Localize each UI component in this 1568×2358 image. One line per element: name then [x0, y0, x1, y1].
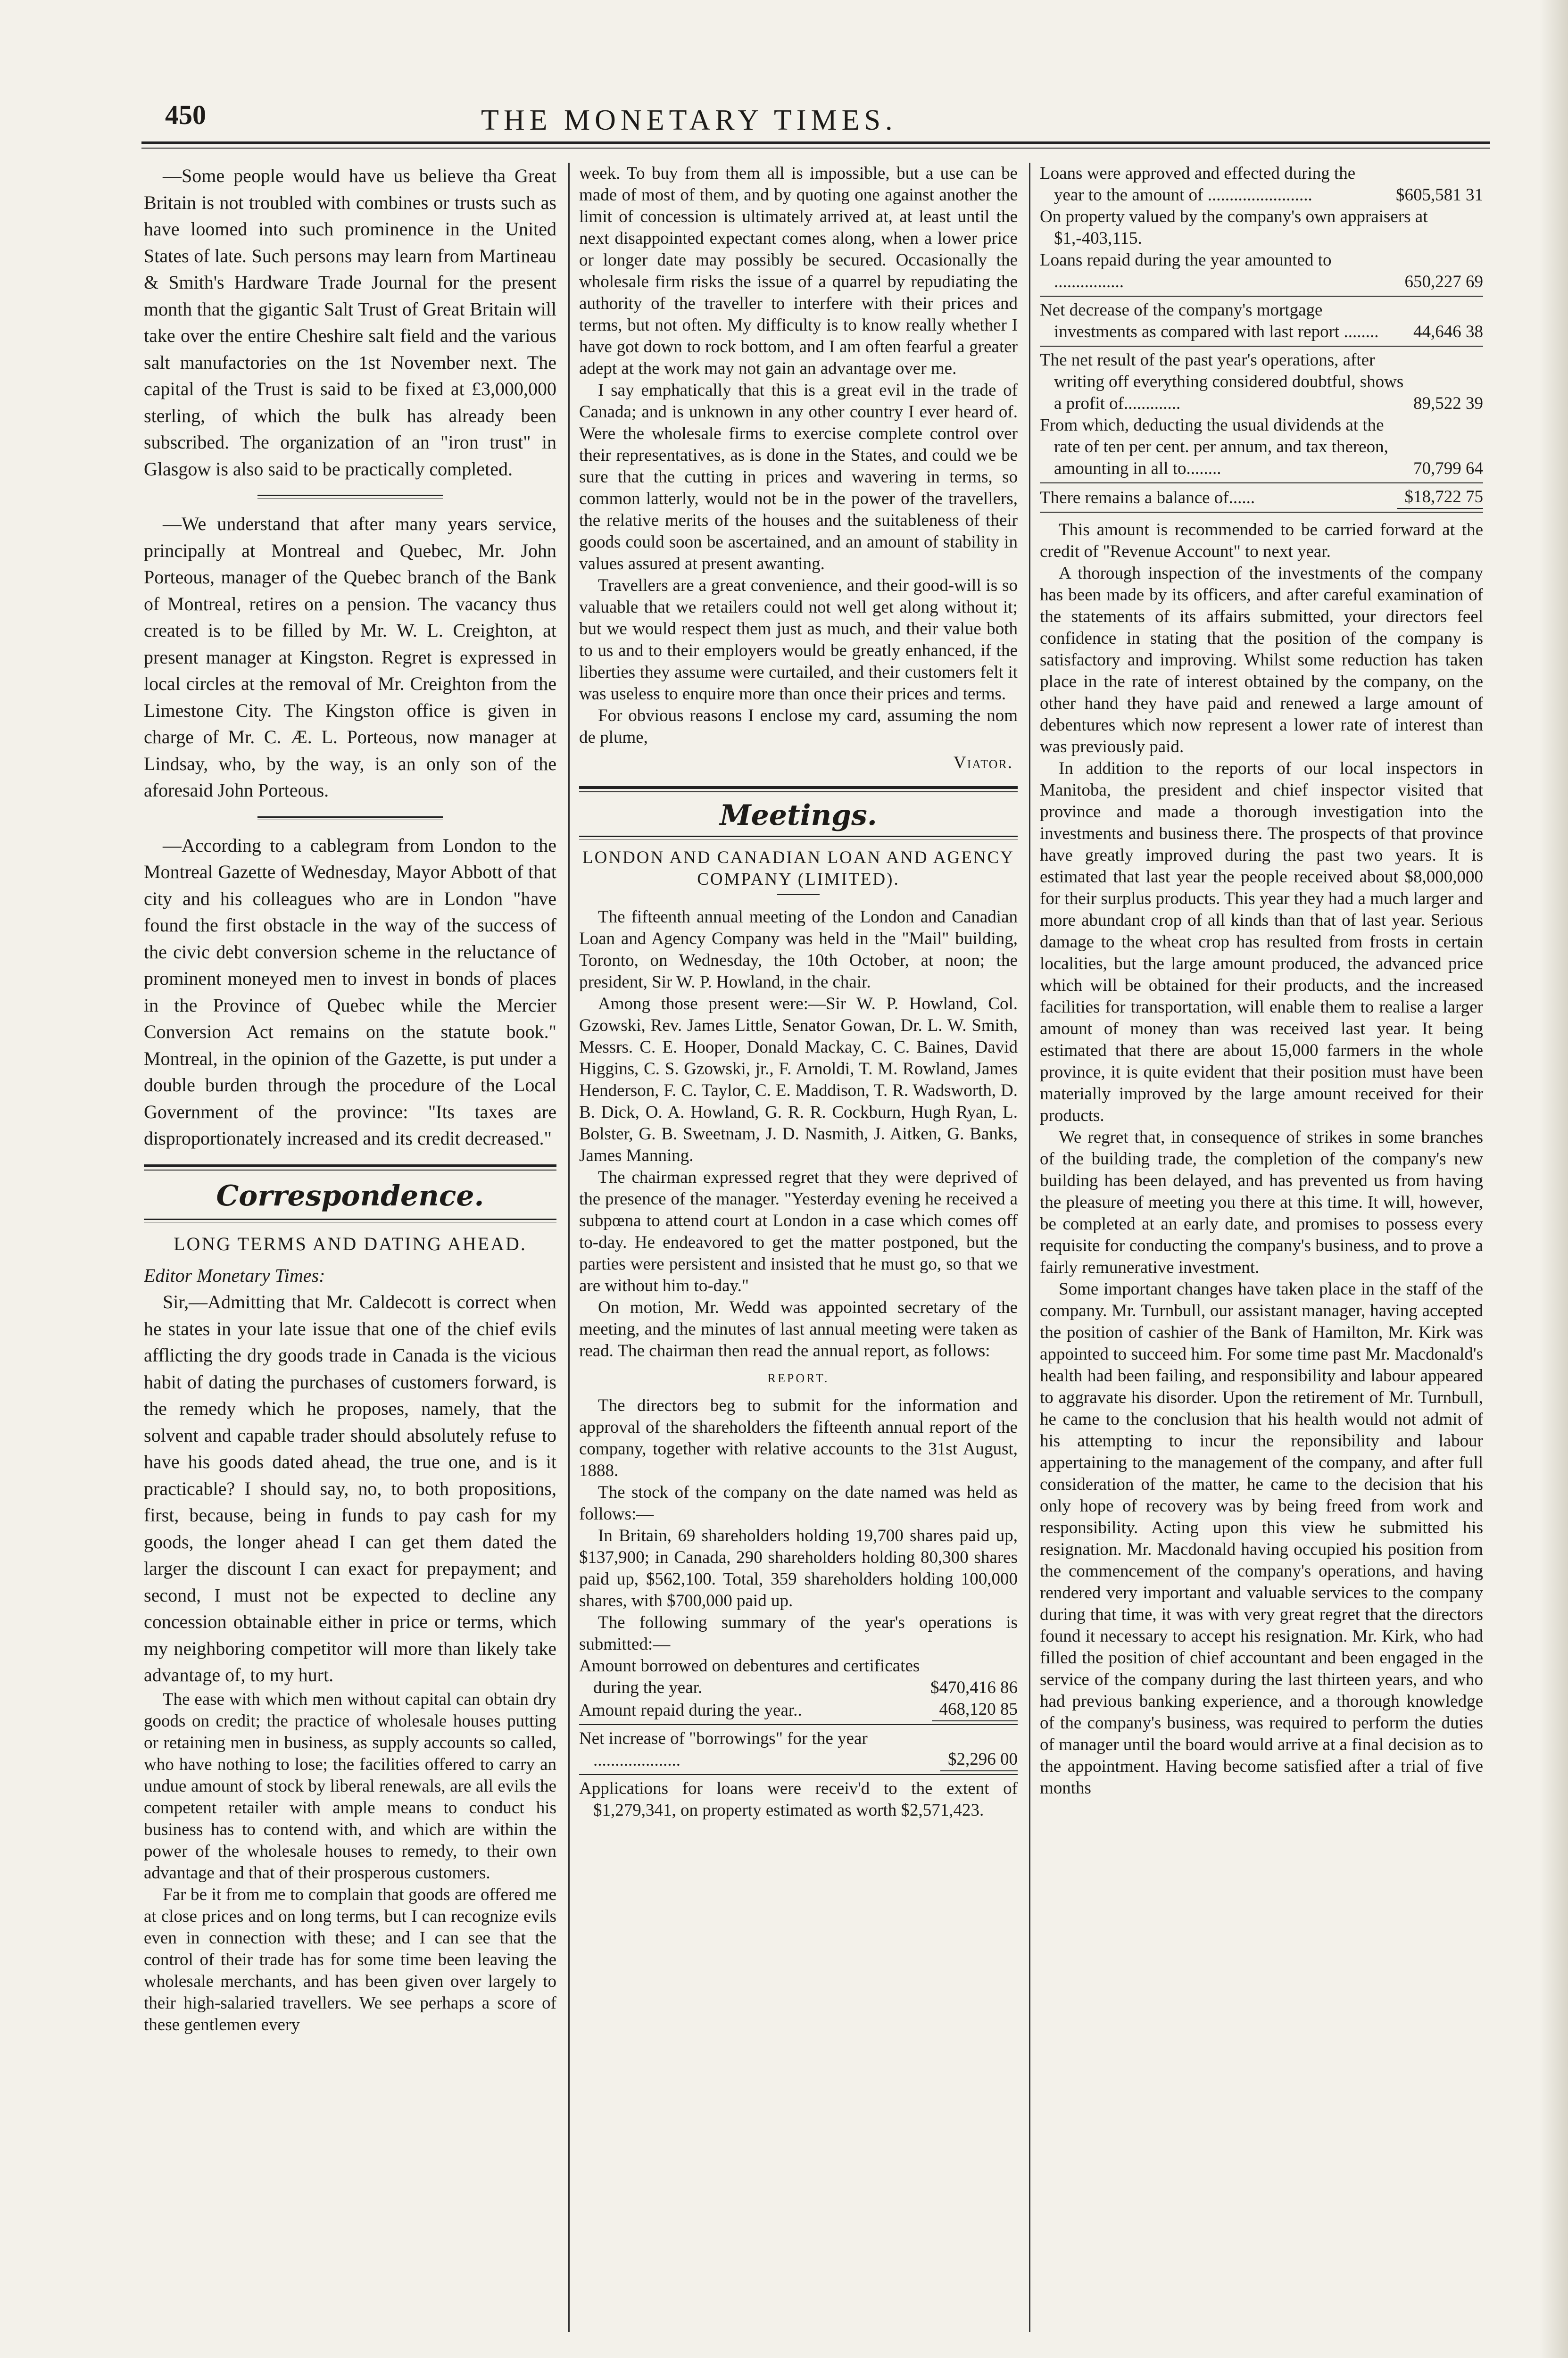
section-heading-meetings: Meetings.	[720, 799, 877, 832]
column-3	[1040, 163, 1483, 2332]
letter-salutation: Editor Monetary Times:	[144, 1264, 325, 1286]
page-header	[141, 99, 1509, 141]
header-rule	[141, 141, 1490, 149]
account-rule	[1040, 512, 1483, 513]
account-rule	[579, 1724, 1018, 1725]
account-amount: 44,646 38	[1413, 322, 1483, 341]
account-amount: 468,120 85	[932, 1699, 1018, 1721]
account-row	[579, 1728, 1018, 1771]
letter-paragraph: Travellers are a great convenience, and their good-will is so valuable that we retailers could not well get along without it; but we would respect them just as much, and their value both to us and to their employers would be greatly enhanced, if the liberties they assume were curtailed, and their customers felt it was useless to enquire more than once their prices and terms.	[579, 576, 1018, 704]
section-separator	[579, 836, 1018, 839]
meeting-paragraph: On motion, Mr. Wedd was appointed secretary of the meeting, and the minutes of last annual meeting were taken as read. The chairman then read the annual report, as follows:	[579, 1298, 1018, 1361]
account-amount: $470,416 86	[930, 1678, 1018, 1697]
report-paragraph: This amount is recommended to be carried forward at the credit of "Revenue Account" to next year.	[1040, 520, 1483, 561]
column-divider	[1029, 163, 1030, 2332]
account-row	[1040, 349, 1483, 415]
meeting-paragraph: Among those present were:—Sir W. P. Howland, Col. Gzowski, Rev. James Little, Senator Gowan, Dr. L. W. Smith, Messrs. C. E. Hooper, Donald Mackay, C. C. Baines, David Higgins, C. S. Gzowski, jr., F. Arnoldi, T. M. Rowland, James Henderson, F. C. Taylor, C. E. Maddison, T. R. Wadsworth, D. B. Dick, O. A. Howland, G. R. R. Cockburn, Hugh Ryan, L. Bolster, G. B. Sweetnam, J. D. Nasmith, J. Aitken, G. Banks, James Manning.	[579, 994, 1018, 1165]
article-civic-debt: —According to a cablegram from London to the Montreal Gazette of Wednesday, Mayor Abbott of that city and his colleagues who are in London "have found the first obstacle in the way of the success of the civic debt conversion scheme in the reluctance of prominent moneyed men to invest in bonds of places in the Province of Quebec while the Mercier Conversion Act remains on the statute book." Montreal, in the opinion of the Gazette, is put under a double burden through the procedure of the Local Government of the province: "Its taxes are disproportionately increased and its credit decreased."	[144, 834, 556, 1149]
report-paragraph: A thorough inspection of the investments of the company has been made by its officers, and after careful examination of the statements of its affairs submitted, your directors feel confidence in stating that the position of the company is satisfactory and improving. Whilst some reduction has taken place in the rate of interest obtained by the company, on the other hand they have paid and renewed a large amount of debentures which now represent a lower rate of interest than was previously paid.	[1040, 564, 1483, 756]
letter-paragraph: I say emphatically that this is a great evil in the trade of Canada; and is unknown in any other country I ever heard of. Were the wholesale firms to exercise complete control over their representatives, as is done in the States, and could we be sure that the cutting in prices and wavering in terms, so common latterly, would not be in the power of the travellers, the relative merits of the houses and the suitableness of their goods could soon be ascertained, and an amount of stability in values assured at present awanting.	[579, 381, 1018, 573]
account-label: Net decrease of the company's mortgage investments as compared with last report ........	[1040, 300, 1379, 341]
letter-paragraph: week. To buy from them all is impossible, but a use can be made of most of them, and by quoting one against another the limit of concession is ultimately arrived at, at least until the next disappointed expectant comes along, when a lower price or longer date may possibly be secured. Occasionally the wholesale firm risks the issue of a quarrel by repudiating the authority of the traveller to interfere with their prices and terms, but not often. My difficulty is to know really whether I have got down to rock bottom, and I am often fearful a greater adept at the work may not gain an advantage over me.	[579, 164, 1018, 378]
account-label: Loans were approved and effected during the year to the amount of ........................	[1040, 164, 1356, 205]
letter-paragraph: Sir,—Admitting that Mr. Caldecott is correct when he states in your late issue that one of the chief evils afflicting the dry goods trade in Canada is the vicious habit of dating the purchases of customers forward, is the remedy which he proposes, namely, that the solvent and capable trader should absolutely refuse to have his goods dated ahead, the true one, and is it practicable? I should say, no, to both propositions, first, because, being in funds to pay cash for my goods, the longer ahead I can get them dated the larger the discount I can exact for prepayment; and second, I must not be expected to decline any concession obtainable either in price or terms, which my neighboring competitor will more than likely take advantage of, to my hurt.	[144, 1291, 556, 1685]
report-paragraph: The directors beg to submit for the information and approval of the shareholders the fifteenth annual report of the company, together with relative accounts to the 31st August, 1888.	[579, 1396, 1018, 1480]
account-row	[1040, 299, 1483, 343]
column-1	[144, 163, 556, 2332]
account-row	[1040, 163, 1483, 206]
article-separator	[257, 816, 443, 820]
account-amount: 70,799 64	[1413, 459, 1483, 478]
account-label: Amount repaid during the year..	[579, 1701, 802, 1720]
article-separator	[257, 495, 443, 498]
report-paragraph: The stock of the company on the date named was held as follows:—	[579, 1483, 1018, 1524]
account-row	[579, 1655, 1018, 1699]
letter-paragraph: The ease with which men without capital can obtain dry goods on credit; the practice of wholesale houses putting or retaining men in business, as supply accounts so called, who have nothing to lose; the facilities offered to carry an undue amount of stock by liberal renewals, are all evils the competent retailer with ample means to conduct his business has to contend with, and which are within the power of the wholesale houses to remedy, to their own advantage and that of their prosperous customers.	[144, 1689, 556, 1883]
letter-paragraph: Far be it from me to complain that goods are offered me at close prices and on long terms, but I can recognize evils even in connection with these; and I can see that the control of their trade has for some time been leaving the wholesale merchants, and has been given over largely to their high-salaried travellers. We see perhaps a score of these gentlemen every	[144, 1885, 556, 2034]
account-amount: $2,296 00	[940, 1749, 1018, 1771]
report-paragraph: In addition to the reports of our local inspectors in Manitoba, the president and chief inspector visited that province and made a thorough investigation into the investments and business there. The prospects of that province have greatly improved during the past two years. It is estimated that last year the people received about $8,000,000 for their surplus products. This year they had a much larger and more abundant crop of all kinds than that of last year. Serious damage to the wheat crop has resulted from frosts in certain localities, but the large amount produced, the advanced price which will be obtained for their products, and the increased facilities for transportation, will enable them to realise a larger amount of money than was received last year. It being estimated that there are about 15,000 farmers in the whole province, it is quite evident that their position must have been materially improved by the large amount received for their products.	[1040, 759, 1483, 1125]
page-number: 450	[165, 100, 206, 130]
report-paragraph: The following summary of the year's operations is submitted:—	[579, 1613, 1018, 1654]
account-row	[579, 1699, 1018, 1721]
column-divider	[568, 163, 570, 2332]
title-rule	[777, 894, 820, 895]
account-label: Loans repaid during the year amounted to ................	[1040, 250, 1332, 291]
account-label: On property valued by the company's own appraisers at $1,-403,115.	[1040, 207, 1428, 248]
account-label: The net result of the past year's operations, after writing off everything considered doubtful, shows a profit of.............	[1040, 350, 1404, 413]
account-amount: $18,722 75	[1397, 486, 1484, 509]
page-edge-shadow	[1540, 0, 1568, 2358]
section-heading-correspondence: Correspondence.	[216, 1179, 484, 1212]
report-paragraph: Applications for loans were receiv'd to the extent of $1,279,341, on property estimated as worth $2,571,423.	[579, 1779, 1018, 1820]
article-porteous: —We understand that after many years service, principally at Montreal and Quebec, Mr. John Porteous, manager of the Quebec branch of the Bank of Montreal, retires on a pension. The vacancy thus created is to be filled by Mr. W. L. Creighton, at present manager at Kingston. Regret is expressed in local circles at the removal of Mr. Creighton from the Limestone City. The Kingston office is given in charge of Mr. C. Æ. L. Porteous, now manager at Lindsay, who, by the way, is an only son of the aforesaid John Porteous.	[144, 513, 556, 801]
meeting-paragraph: The fifteenth annual meeting of the London and Canadian Loan and Agency Company was held in the "Mail" building, Toronto, on Wednesday, the 10th October, at noon; the president, Sir W. P. Howland, in the chair.	[579, 907, 1018, 992]
account-row	[1040, 486, 1483, 509]
report-paragraph: We regret that, in consequence of strikes in some branches of the building trade, the completion of the company's new building has been delayed, and has prevented us from having the pleasure of meeting you there at this time. It will, however, be completed at an early date, and promises to possess every requisite for conducting the company's business, and to prove a fairly remunerative investment.	[1040, 1128, 1483, 1277]
account-row	[1040, 415, 1483, 480]
account-label: From which, deducting the usual dividends at the rate of ten per cent. per annum, and tax thereon, amounting in all to........	[1040, 415, 1388, 478]
account-label: There remains a balance of......	[1040, 488, 1255, 507]
meeting-paragraph: The chairman expressed regret that they were deprived of the presence of the manager. "Yesterday evening he received a subpœna to attend court at London in a case which comes off to-day. He endeavored to get the matter postponed, but the parties were persistent and insisted that he must go, so that we are without him to-day."	[579, 1168, 1018, 1295]
account-amount: $605,581 31	[1396, 185, 1483, 205]
section-separator	[579, 786, 1018, 792]
account-row	[1040, 206, 1483, 249]
section-separator	[144, 1164, 556, 1171]
account-rule	[1040, 346, 1483, 347]
article-salt-trust: —Some people would have us believe tha Great Britain is not troubled with combines or trusts such as have loomed into such prominence in the United States of late. Such persons may learn from Martineau & Smith's Hardware Trade Journal for the present month that the gigantic Salt Trust of Great Britain will take over the entire Cheshire salt field and the various salt manufactories on the 1st November next. The capital of the Trust is said to be fixed at £3,000,000 sterling, of which the bulk has already been subscribed. The organization of an "iron trust" in Glasgow is also said to be practically completed.	[144, 165, 556, 480]
account-row	[1040, 249, 1483, 293]
letter-title: LONG TERMS AND DATING AHEAD.	[174, 1233, 527, 1254]
newspaper-title: THE MONETARY TIMES.	[481, 104, 897, 136]
letter-paragraph: For obvious reasons I enclose my card, assuming the nom de plume,	[579, 706, 1018, 747]
account-amount: 650,227 69	[1404, 272, 1483, 291]
column-2	[579, 163, 1018, 2332]
report-paragraph: In Britain, 69 shareholders holding 19,700 shares paid up, $137,900; in Canada, 290 shareholders holding 80,300 shares paid up, $562,100. Total, 359 shareholders holding 100,000 shares, with $700,000 paid up.	[579, 1526, 1018, 1611]
letter-signature: Viator.	[953, 753, 1013, 772]
account-amount: 89,522 39	[1413, 394, 1483, 413]
account-rule	[579, 1774, 1018, 1775]
meeting-title: LONDON AND CANADIAN LOAN AND AGENCY COMPANY (LIMITED).	[582, 848, 1014, 889]
account-rule	[1040, 482, 1483, 483]
account-rule	[1040, 296, 1483, 297]
account-label: Amount borrowed on debentures and certificates during the year.	[579, 1656, 920, 1697]
report-paragraph: Some important changes have taken place in the staff of the company. Mr. Turnbull, our assistant manager, having accepted the position of cashier of the Bank of Hamilton, Mr. Kirk was appointed to succeed him. For some time past Mr. Macdonald's health had been failing, and responsibility and labour appeared to aggravate his disorder. Upon the retirement of Mr. Turnbull, he came to the conclusion that his health would not admit of his attempting to incur the reponsibility and labour appertaining to the management of the company, and after full consideration of the matter, he came to the decision that his only hope of recovery was by being freed from work and responsibility. Acting upon this view he submitted his resignation. Mr. Macdonald having occupied his position from the commencement of the company's operations, and having rendered very important and valuable services to the company during that time, it was with very great regret that the directors found it necessary to accept his resignation. Mr. Kirk, who had filled the position of chief accountant and been engaged in the service of the company during the last thirteen years, and who had previous banking experience, and a thorough knowledge of the company's business, was required to perform the duties of manager until the board would arrive at a final decision as to the appointment. Having become satisfied after a trial of five months	[1040, 1279, 1483, 1798]
report-label: REPORT.	[767, 1371, 830, 1385]
account-label: Net increase of "borrowings" for the year ....................	[579, 1729, 868, 1770]
section-separator	[144, 1219, 556, 1222]
